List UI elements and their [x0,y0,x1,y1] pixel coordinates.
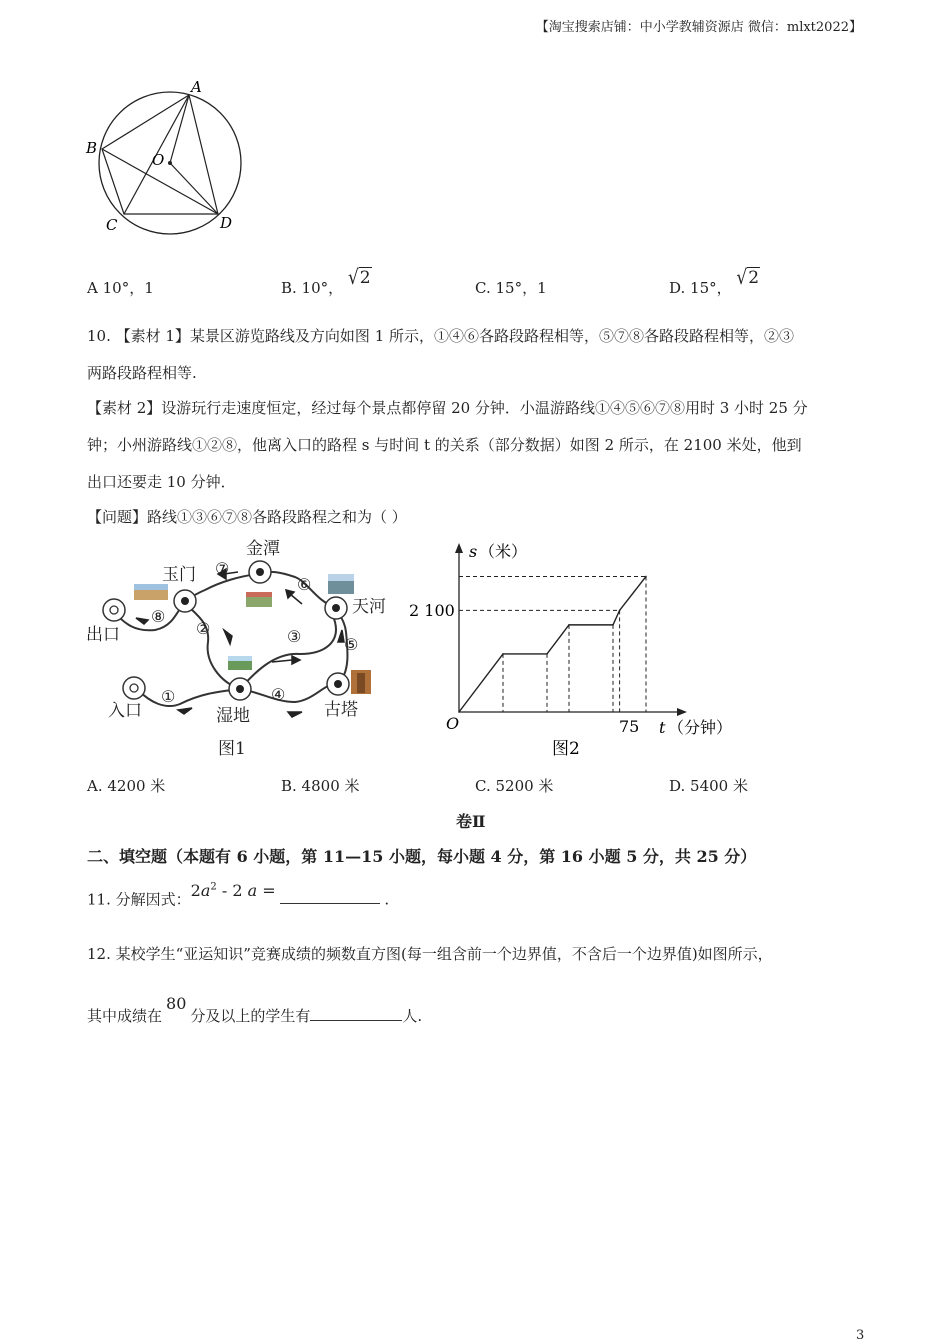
volume-title: 卷Ⅱ [456,812,486,831]
arrow-8 [136,618,148,624]
point-b-label: B [86,139,98,157]
point-d-label: D [220,214,233,232]
path-segment-1 [138,689,240,706]
sqrt-expression: √2 [347,266,371,290]
data-point [619,610,621,612]
place-entrance: 入口 [108,701,142,721]
data-point [546,653,548,655]
x-axis-unit: （分钟） [668,718,733,737]
data-point [502,653,504,655]
segment-label-3: ③ [287,627,302,646]
y-tick-label: 2 100 [409,601,455,620]
q9-option-d-text: D. 15°， [669,279,732,297]
x-axis-var: t [659,718,666,737]
circle-figure [80,70,260,240]
center-point [168,161,172,165]
y-axis-unit: （米） [479,542,528,561]
segment-label-5: ⑤ [344,635,359,654]
place-yumen: 玉门 [162,565,196,585]
q10-line-2: 两路段路程相等. [87,364,197,382]
place-exit: 出口 [86,625,120,645]
place-shidi: 湿地 [216,706,250,726]
q10-line-6: 【问题】路线①③⑥⑦⑧各路段路程之和为（ ） [87,508,407,526]
q12-line-2 [87,994,423,1026]
q11-answer-blank[interactable] [280,889,380,904]
chart-plot-area [458,576,647,713]
distance-time-series [459,576,646,712]
y-axis-var: s [469,542,478,561]
q12-line-1: 12. 某校学生“亚运知识”竞赛成绩的频数直方图(每一组含前一个边界值，不含后一个边界值)如图所示， [87,945,773,963]
arrow-2 [224,630,232,644]
origin-label: O [446,714,460,733]
q11-expression: $2a^2 - 2$ a = [190,881,276,901]
q12-score: 80 [166,994,187,1013]
q12-mid: 分及以上的学生有 [190,1007,311,1025]
q10-line-5: 出口还要走 10 分钟． [87,473,236,491]
segment-label-7: ⑦ [215,559,230,578]
place-jintan: 金潭 [246,539,280,559]
q11-prefix: 11. 分解因式： [87,890,191,909]
q11-line [87,881,390,909]
data-point [645,576,647,578]
path-segment-3 [240,608,336,689]
sqrt-radicand: 2 [359,268,371,288]
figure2-caption: 图2 [552,739,580,759]
distance-time-graph [405,535,750,763]
place-guta: 古塔 [324,700,358,720]
point-o-label: O [152,151,165,169]
q12-suffix: 人. [402,1007,423,1025]
arrow-4 [288,712,302,717]
q10-line-1: 10. 【素材 1】某景区游览路线及方向如图 1 所示，①④⑥各路段路程相等，⑤⑦⑧各路段路程相等，②③ [87,327,795,345]
data-point [612,624,614,626]
segment-label-1: ① [161,687,176,706]
figure1-caption: 图1 [218,739,246,759]
q9-option-c: C. 15°，1 [475,279,547,297]
segment-label-6: ⑥ [297,575,312,594]
q12-prefix: 其中成绩在 [87,1007,163,1025]
page-header: 【淘宝搜索店铺：中小学教辅资源店 微信：mlxt2022】 [535,20,862,35]
q10-option-c: C. 5200 米 [475,777,554,795]
segment-label-8: ⑧ [151,607,166,626]
q10-line-4: 钟；小州游路线①②⑧，他离入口的路程 s 与时间 t 的关系（部分数据）如图 2 所示，在 2100 米处，他到 [87,436,802,454]
y-axis-arrow [455,543,463,553]
segment-label-2: ② [196,619,211,638]
place-tianhe: 天河 [352,597,386,617]
q11-suffix: . [379,890,390,909]
q9-option-d [669,266,760,298]
sqrt-expression: √2 [736,266,760,290]
section-title: 二、填空题（本题有 6 小题，第 11—15 小题，每小题 4 分，第 16 小题 5 分，共 25 分） [87,847,757,866]
segment-od [170,163,218,214]
path-segment-2 [184,602,240,689]
page-number: 3 [856,1328,865,1343]
arrow-3 [292,656,300,664]
q9-option-b [281,266,372,298]
route-map-figure [80,532,410,764]
arrow-1 [178,708,192,714]
x-tick-label: 75 [619,717,640,736]
q12-answer-blank[interactable] [310,1006,402,1021]
point-a-label: A [191,78,202,96]
q9-option-b-text: B. 10°， [281,279,344,297]
q10-line-3: 【素材 2】设游玩行走速度恒定，经过每个景点都停留 20 分钟．小温游路线①④⑤⑥⑦⑧用时 3 小时 25 分 [87,399,808,417]
sqrt-radicand: 2 [748,268,760,288]
data-point [568,624,570,626]
q9-option-a: A 10°，1 [87,279,154,297]
segment-label-4: ④ [271,685,286,704]
x-axis-arrow [677,708,687,716]
q10-option-b: B. 4800 米 [281,777,360,795]
q10-option-d: D. 5400 米 [669,777,748,795]
point-c-label: C [106,216,118,234]
q10-option-a: A. 4200 米 [87,777,166,795]
